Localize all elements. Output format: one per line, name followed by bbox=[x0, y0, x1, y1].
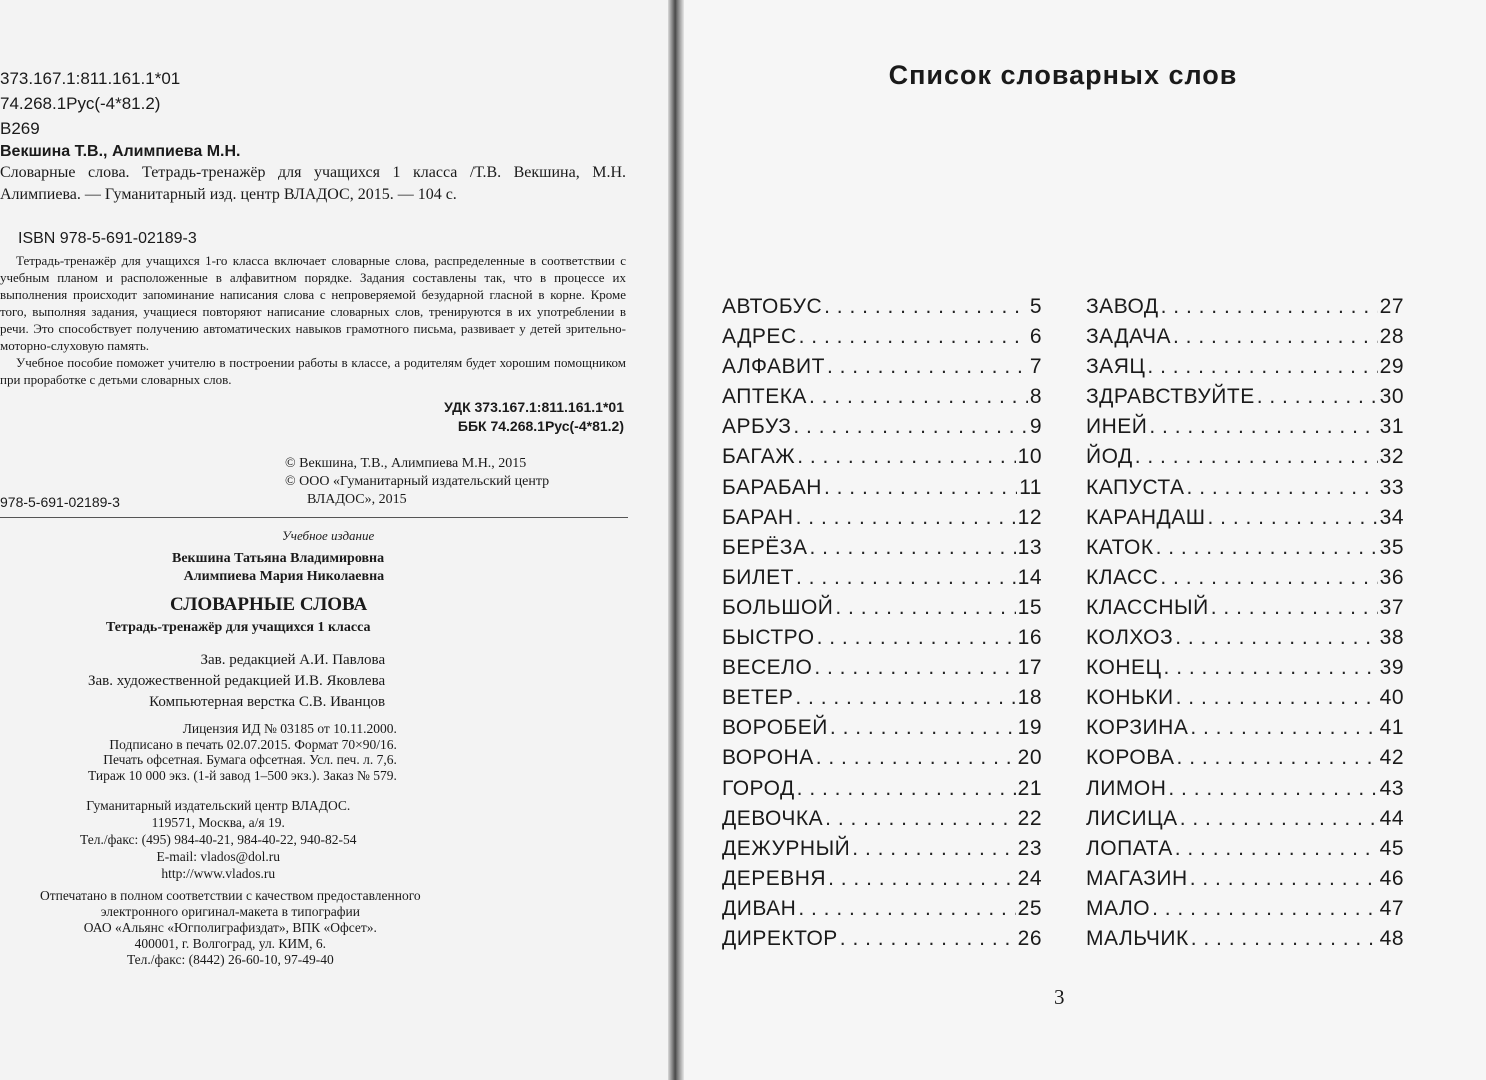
word: БОЛЬШОЙ bbox=[722, 595, 834, 619]
word-entry bbox=[722, 716, 1042, 746]
word: КАРАНДАШ bbox=[1086, 505, 1206, 529]
word-entry bbox=[1086, 807, 1404, 837]
leader-dots bbox=[1149, 415, 1377, 439]
page-ref: 36 bbox=[1379, 565, 1404, 589]
word-entry bbox=[1086, 536, 1404, 566]
divider bbox=[0, 517, 628, 518]
leader-dots bbox=[852, 837, 1015, 861]
word-entry bbox=[1086, 716, 1404, 746]
word-entry bbox=[1086, 325, 1404, 355]
book-subtitle: Тетрадь-тренажёр для учащихся 1 класса bbox=[106, 620, 371, 635]
word-entry bbox=[1086, 897, 1404, 927]
word: АЛФАВИТ bbox=[722, 355, 825, 379]
page-ref: 41 bbox=[1379, 716, 1404, 740]
page-ref: 21 bbox=[1017, 776, 1042, 800]
word: МАГАЗИН bbox=[1086, 866, 1188, 890]
page-ref: 11 bbox=[1019, 475, 1042, 499]
word: ЗАЯЦ bbox=[1086, 355, 1146, 379]
print-line: ОАО «Альянс «Югполиграфиздат», ВПК «Офсет». bbox=[83, 920, 377, 935]
page-ref: 19 bbox=[1017, 716, 1042, 740]
page-ref: 48 bbox=[1379, 926, 1404, 950]
book-spine bbox=[668, 0, 684, 1080]
copyright-line: © Векшина, Т.В., Алимпиева М.Н., 2015 bbox=[285, 456, 527, 471]
leader-dots bbox=[1164, 656, 1378, 680]
word-entry bbox=[722, 686, 1042, 716]
word: АРБУЗ bbox=[722, 415, 792, 439]
page-ref: 8 bbox=[1029, 385, 1042, 409]
page-ref: 24 bbox=[1017, 866, 1042, 890]
page-ref: 34 bbox=[1379, 505, 1404, 529]
word: БИЛЕТ bbox=[722, 565, 794, 589]
word: ЗАДАЧА bbox=[1086, 325, 1171, 349]
staff-line: Компьютерная верстка С.В. Иванцов bbox=[149, 694, 386, 710]
page-ref: 15 bbox=[1017, 595, 1042, 619]
leader-dots bbox=[799, 325, 1028, 349]
leader-dots bbox=[1168, 777, 1377, 801]
page-ref: 30 bbox=[1379, 385, 1404, 409]
leader-dots bbox=[1176, 686, 1378, 710]
word-entry bbox=[1086, 295, 1404, 325]
leader-dots bbox=[824, 295, 1028, 319]
word-entry bbox=[1086, 596, 1404, 626]
leader-dots bbox=[1175, 626, 1377, 650]
license-info bbox=[88, 721, 397, 783]
word: МАЛО bbox=[1086, 896, 1151, 920]
word: АПТЕКА bbox=[722, 385, 807, 409]
page-ref: 6 bbox=[1029, 325, 1042, 349]
word-list-title: Список словарных слов bbox=[888, 60, 1238, 90]
author-name: Алимпиева Мария Николаевна bbox=[183, 569, 385, 584]
word: ЛИМОН bbox=[1086, 776, 1167, 800]
udk-bbk-codes bbox=[444, 398, 624, 436]
leader-dots bbox=[840, 927, 1016, 951]
page-ref: 22 bbox=[1017, 806, 1042, 830]
word-entry bbox=[722, 897, 1042, 927]
word: ВОРОБЕЙ bbox=[722, 716, 828, 740]
word-entry bbox=[1086, 445, 1404, 475]
word: ЛИСИЦА bbox=[1086, 806, 1178, 830]
leader-dots bbox=[1173, 325, 1378, 349]
leader-dots bbox=[1177, 746, 1378, 770]
bibliographic-description: Словарные слова. Тетрадь-тренажёр для учащихся 1 класса /Т.В. Векшина, М.Н. Алимпиева. — Гуманитарный изд. центр ВЛАДОС, 2015. — 104 с. bbox=[0, 164, 626, 203]
word: ЗДРАВСТВУЙТЕ bbox=[1086, 385, 1255, 409]
code-line: В269 bbox=[0, 119, 40, 138]
page-ref: 38 bbox=[1379, 626, 1404, 650]
word: КЛАСС bbox=[1086, 565, 1159, 589]
word: ЙОД bbox=[1086, 445, 1133, 469]
page-ref: 39 bbox=[1379, 656, 1404, 680]
publisher-line: Гуманитарный издательский центр ВЛАДОС. bbox=[86, 798, 351, 813]
isbn: ISBN 978-5-691-02189-3 bbox=[18, 230, 197, 247]
page-ref: 14 bbox=[1017, 565, 1042, 589]
page-ref: 26 bbox=[1017, 926, 1042, 950]
leader-dots bbox=[810, 536, 1016, 560]
word: БАГАЖ bbox=[722, 445, 796, 469]
leader-dots bbox=[817, 626, 1016, 650]
word: АВТОБУС bbox=[722, 295, 823, 318]
page-ref: 12 bbox=[1017, 505, 1042, 529]
word-entry bbox=[722, 746, 1042, 776]
word: КОРЗИНА bbox=[1086, 716, 1189, 740]
page-ref: 29 bbox=[1379, 355, 1404, 379]
leader-dots bbox=[798, 897, 1015, 921]
word: ЛОПАТА bbox=[1086, 836, 1173, 860]
word: МАЛЬЧИК bbox=[1086, 926, 1189, 950]
code-line: 373.167.1:811.161.1*01 bbox=[0, 69, 181, 88]
staff-line: Зав. художественной редакцией И.В. Яковлева bbox=[88, 673, 386, 689]
page-ref: 18 bbox=[1017, 686, 1042, 710]
word-entry bbox=[1086, 837, 1404, 867]
leader-dots bbox=[1175, 837, 1378, 861]
annotation-paragraph: Учебное пособие поможет учителю в построении работы в классе, а родителям будет хорошим помощником при проработке с детьми словарных слов. bbox=[0, 355, 626, 387]
printing-info bbox=[40, 888, 421, 968]
word: ГОРОД bbox=[722, 776, 795, 800]
word-entry bbox=[1086, 927, 1404, 957]
word: ЗАВОД bbox=[1086, 295, 1159, 318]
publisher-line: E-mail: vlados@dol.ru bbox=[156, 849, 280, 864]
leader-dots bbox=[796, 506, 1016, 530]
page-ref: 31 bbox=[1379, 415, 1404, 439]
word: ВОРОНА bbox=[722, 746, 814, 770]
word: КЛАССНЫЙ bbox=[1086, 595, 1209, 619]
page-ref: 28 bbox=[1379, 325, 1404, 349]
left-page bbox=[0, 0, 672, 1080]
page-ref: 40 bbox=[1379, 686, 1404, 710]
word-entry bbox=[722, 867, 1042, 897]
publisher-line: 119571, Москва, а/я 19. bbox=[151, 815, 285, 830]
isbn-short: 978-5-691-02189-3 bbox=[0, 494, 120, 510]
leader-dots bbox=[1152, 897, 1378, 921]
page-ref: 44 bbox=[1379, 806, 1404, 830]
word-entry bbox=[1086, 355, 1404, 385]
leader-dots bbox=[797, 445, 1015, 469]
copyright-line: ВЛАДОС», 2015 bbox=[307, 492, 407, 507]
annotation-paragraph: Тетрадь-тренажёр для учащихся 1-го класса включает словарные слова, распределенные в соответствии с учебным планом и расположенные в алфавитном порядке. Задания составлены так, что в процессе их выполнения происходит запоминание написания слова с непроверяемой безударной гласной в корне. Кроме того, выполняя задания, учащиеся повторяют написание словарных слов, тренируются в их употреблении в речи. Это способствует получению автоматических навыков грамотного письма, развивает у детей зрительно-моторно-слуховую память. bbox=[0, 253, 626, 353]
editorial-staff bbox=[88, 650, 385, 713]
word: ВЕТЕР bbox=[722, 686, 794, 710]
page-ref: 16 bbox=[1017, 626, 1042, 650]
leader-dots bbox=[1190, 867, 1378, 891]
page-ref: 7 bbox=[1029, 355, 1042, 379]
page-ref: 23 bbox=[1017, 836, 1042, 860]
page-ref: 32 bbox=[1379, 445, 1404, 469]
word-entry bbox=[722, 355, 1042, 385]
license-line: Тираж 10 000 экз. (1-й завод 1–500 экз.). Заказ № 579. bbox=[88, 767, 397, 783]
word: КОЛХОЗ bbox=[1086, 626, 1174, 650]
word: КОНЕЦ bbox=[1086, 656, 1162, 680]
license-line: Подписано в печать 02.07.2015. Формат 70×90/16. bbox=[109, 736, 397, 752]
word: КОНЬКИ bbox=[1086, 686, 1174, 710]
word-entry bbox=[722, 295, 1042, 325]
leader-dots bbox=[1208, 506, 1378, 530]
leader-dots bbox=[795, 686, 1015, 710]
staff-line: Зав. редакцией А.И. Павлова bbox=[200, 652, 386, 668]
word: ДИРЕКТОР bbox=[722, 926, 838, 950]
word-entry bbox=[722, 415, 1042, 445]
annotation bbox=[0, 252, 626, 388]
publisher-line: http://www.vlados.ru bbox=[161, 866, 276, 881]
leader-dots bbox=[1211, 596, 1378, 620]
leader-dots bbox=[1190, 716, 1377, 740]
page-ref: 47 bbox=[1379, 896, 1404, 920]
word-column-2 bbox=[1086, 295, 1404, 957]
right-page bbox=[684, 0, 1486, 1080]
page-ref: 9 bbox=[1029, 415, 1042, 439]
license-line: Лицензия ИД № 03185 от 10.11.2000. bbox=[182, 721, 397, 736]
word-entry bbox=[1086, 626, 1404, 656]
udk-code: УДК 373.167.1:811.161.1*01 bbox=[444, 399, 624, 415]
word-entry bbox=[1086, 476, 1404, 506]
leader-dots bbox=[793, 415, 1027, 439]
page-ref: 10 bbox=[1017, 445, 1042, 469]
word-column-1 bbox=[722, 295, 1042, 957]
page-ref: 5 bbox=[1029, 295, 1042, 318]
copyright-block bbox=[285, 455, 549, 509]
bbk-code: ББК 74.268.1Рус(-4*81.2) bbox=[457, 418, 624, 434]
leader-dots bbox=[830, 716, 1016, 740]
leader-dots bbox=[1160, 566, 1377, 590]
leader-dots bbox=[814, 656, 1015, 680]
page-ref: 46 bbox=[1379, 866, 1404, 890]
publisher-line: Тел./факс: (495) 984-40-21, 984-40-22, 940-82-54 bbox=[80, 832, 357, 847]
publisher-info bbox=[80, 797, 357, 882]
word-entry bbox=[1086, 656, 1404, 686]
word: БЫСТРО bbox=[722, 626, 815, 650]
page-ref: 43 bbox=[1379, 776, 1404, 800]
page-ref: 45 bbox=[1379, 836, 1404, 860]
page-ref: 37 bbox=[1379, 595, 1404, 619]
author-full-names bbox=[172, 550, 384, 586]
word-entry bbox=[722, 506, 1042, 536]
word: БЕРЁЗА bbox=[722, 535, 808, 559]
page-number: 3 bbox=[1054, 985, 1065, 1009]
word-entry bbox=[722, 385, 1042, 415]
leader-dots bbox=[816, 746, 1016, 770]
book-title: СЛОВАРНЫЕ СЛОВА bbox=[170, 594, 368, 615]
word-entry bbox=[722, 626, 1042, 656]
page-ref: 42 bbox=[1379, 746, 1404, 770]
word-entry bbox=[722, 566, 1042, 596]
word: ДЕЖУРНЫЙ bbox=[722, 836, 851, 860]
word-entry bbox=[722, 777, 1042, 807]
word-entry bbox=[722, 445, 1042, 475]
word: ВЕСЕЛО bbox=[722, 656, 813, 680]
leader-dots bbox=[1191, 927, 1378, 951]
word-entry bbox=[1086, 506, 1404, 536]
word-entry bbox=[1086, 686, 1404, 716]
code-line: 74.268.1Рус(-4*81.2) bbox=[0, 94, 161, 113]
word-entry bbox=[1086, 746, 1404, 776]
author-name: Векшина Татьяна Владимировна bbox=[172, 551, 385, 566]
leader-dots bbox=[1147, 355, 1377, 379]
copyright-line: © ООО «Гуманитарный издательский центр bbox=[285, 474, 550, 489]
print-line: Отпечатано в полном соответствии с качеством предоставленного bbox=[40, 888, 421, 903]
word: БАРАБАН bbox=[722, 475, 822, 499]
leader-dots bbox=[1257, 385, 1378, 409]
leader-dots bbox=[827, 355, 1028, 379]
word-entry bbox=[722, 596, 1042, 626]
leader-dots bbox=[825, 807, 1015, 831]
page-ref: 17 bbox=[1017, 656, 1042, 680]
page-ref: 35 bbox=[1379, 535, 1404, 559]
print-line: 400001, г. Волгоград, ул. КИМ, 6. bbox=[134, 936, 327, 951]
word-entry bbox=[722, 656, 1042, 686]
leader-dots bbox=[797, 777, 1016, 801]
page-ref: 27 bbox=[1379, 295, 1404, 318]
word: ДЕРЕВНЯ bbox=[722, 866, 827, 890]
print-line: Тел./факс: (8442) 26-60-10, 97-49-40 bbox=[126, 952, 334, 967]
word: ДИВАН bbox=[722, 896, 797, 920]
word: ДЕВОЧКА bbox=[722, 806, 824, 830]
page-ref: 20 bbox=[1017, 746, 1042, 770]
word-entry bbox=[722, 807, 1042, 837]
word: БАРАН bbox=[722, 505, 794, 529]
leader-dots bbox=[828, 867, 1016, 891]
leader-dots bbox=[809, 385, 1028, 409]
word: КОРОВА bbox=[1086, 746, 1175, 770]
word-entry bbox=[1086, 777, 1404, 807]
leader-dots bbox=[1156, 536, 1378, 560]
page-ref: 25 bbox=[1017, 896, 1042, 920]
page-ref: 33 bbox=[1379, 475, 1404, 499]
word-entry bbox=[1086, 385, 1404, 415]
page-ref: 13 bbox=[1017, 535, 1042, 559]
leader-dots bbox=[824, 476, 1017, 500]
word: КАТОК bbox=[1086, 535, 1154, 559]
leader-dots bbox=[796, 566, 1016, 590]
word-entry bbox=[722, 476, 1042, 506]
print-line: электронного оригинал-макета в типографии bbox=[100, 904, 360, 919]
edition-type: Учебное издание bbox=[282, 528, 375, 543]
leader-dots bbox=[1161, 295, 1378, 319]
word-entry bbox=[722, 325, 1042, 355]
word-entry bbox=[722, 927, 1042, 957]
word-entry bbox=[1086, 867, 1404, 897]
word-entry bbox=[1086, 415, 1404, 445]
leader-dots bbox=[1135, 445, 1378, 469]
license-line: Печать офсетная. Бумага офсетная. Усл. печ. л. 7,6. bbox=[103, 752, 397, 767]
leader-dots bbox=[1180, 807, 1378, 831]
word-entry bbox=[1086, 566, 1404, 596]
word-entry bbox=[722, 837, 1042, 867]
classification-codes bbox=[0, 66, 180, 141]
word: КАПУСТА bbox=[1086, 475, 1185, 499]
authors-heading: Векшина Т.В., Алимпиева М.Н. bbox=[0, 143, 241, 160]
word-entry bbox=[722, 536, 1042, 566]
word: АДРЕС bbox=[722, 325, 797, 349]
word: ИНЕЙ bbox=[1086, 415, 1148, 439]
leader-dots bbox=[1187, 476, 1378, 500]
leader-dots bbox=[835, 596, 1015, 620]
